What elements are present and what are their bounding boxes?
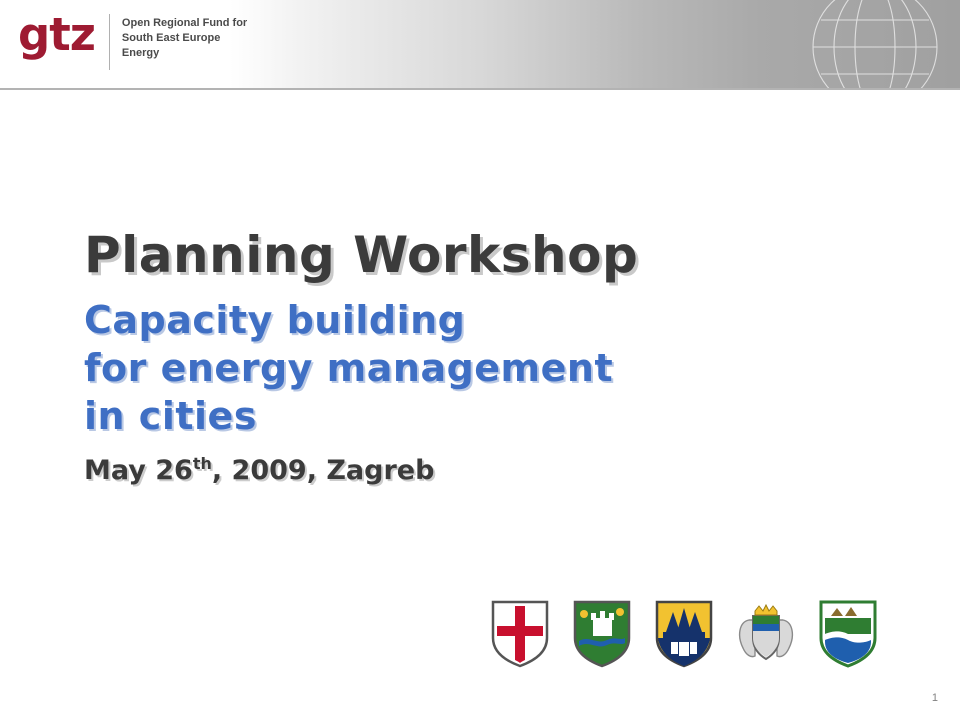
event-date xyxy=(84,448,434,487)
crest-supporters-shield xyxy=(735,598,797,668)
event-date-ordinal: th xyxy=(192,454,212,473)
page-number: 1 xyxy=(931,692,938,704)
page-title: Planning Workshop xyxy=(84,226,639,284)
page-subtitle xyxy=(84,296,613,440)
logo-subtitle-line-2: South East Europe xyxy=(121,32,221,44)
crest-towers-shield xyxy=(653,598,715,668)
crest-row xyxy=(489,598,909,670)
subtitle-line-1: Capacity building xyxy=(84,298,466,342)
event-date-prefix: May 26 xyxy=(84,455,193,486)
gtz-logo xyxy=(18,8,248,74)
globe-icon xyxy=(800,0,950,122)
crest-cross-shield xyxy=(489,598,551,668)
logo-subtitle-line-1: Open Regional Fund for xyxy=(121,17,248,29)
crest-castle-shield xyxy=(571,598,633,668)
subtitle-line-2: for energy management xyxy=(84,346,614,390)
logo-subtitle xyxy=(110,12,247,61)
header-divider xyxy=(0,88,960,90)
gtz-wordmark: gtz xyxy=(18,8,95,61)
event-date-suffix: , 2009, Zagreb xyxy=(211,455,435,486)
logo-subtitle-line-3: Energy xyxy=(121,47,160,59)
header-band xyxy=(0,0,960,88)
subtitle-line-3: in cities xyxy=(84,394,257,438)
crest-landscape-shield xyxy=(817,598,879,668)
